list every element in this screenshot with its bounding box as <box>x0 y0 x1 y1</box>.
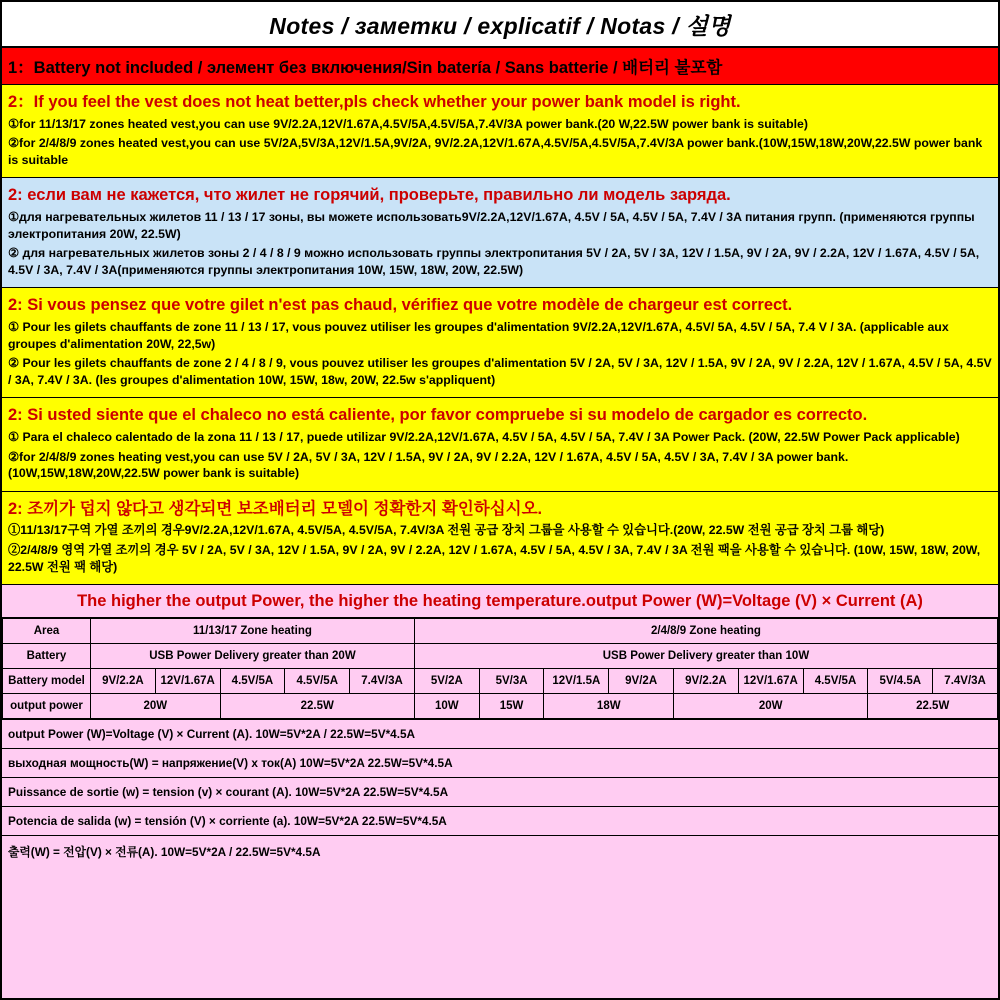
table-cell: 15W <box>479 693 544 718</box>
table-cell: 2/4/8/9 Zone heating <box>414 618 997 643</box>
table-cell: 12V/1.5A <box>544 668 609 693</box>
table-row-label: Battery <box>3 643 91 668</box>
table-cell: 5V/2A <box>414 668 479 693</box>
section-es-line-1: ① Para el chaleco calentado de la zona 11 / 13 / 17, puede utilizar 9V/2.2A,12V/1.67A, 4.5V / 5A, 4.5V / 5A, 7.4V / 3A Power Pack. (20W, 22.5W Power Pack applicable) <box>8 430 960 445</box>
table-row-label: Battery model <box>3 668 91 693</box>
section-es <box>2 398 998 491</box>
power-table-heading-wrap <box>2 585 998 618</box>
table-cell: 12V/1.67A <box>155 668 220 693</box>
section-ru <box>2 178 998 288</box>
table-row-label: output power <box>3 693 91 718</box>
section-en-line-2: ②for 2/4/8/9 zones heated vest,you can use 5V/2A,5V/3A,12V/1.5A,9V/2A, 9V/2.2A,12V/1.67A,4.5V/5A,4.5V/5A,7.4V/3A power bank.(10W,15W,18W,20W,22.5W power bank is suitable <box>8 136 983 167</box>
table-cell: 7.4V/3A <box>933 668 998 693</box>
battery-not-included-banner: 1：Battery not included / элемент без включения/Sin batería / Sans batterie / 배터리 불포함 <box>2 48 998 85</box>
formula-note-es: Potencia de salida (w) = tensión (V) × corriente (a). 10W=5V*2A 22.5W=5V*4.5A <box>2 806 998 835</box>
section-en-heading: 2：If you feel the vest does not heat better,pls check whether your power bank model is right. <box>8 93 741 111</box>
table-cell: 10W <box>414 693 479 718</box>
table-cell: 7.4V/3A <box>350 668 415 693</box>
table-cell: 20W <box>91 693 221 718</box>
table-cell: 22.5W <box>220 693 414 718</box>
section-es-line-2: ②for 2/4/8/9 zones heating vest,you can use 5V / 2A, 5V / 3A, 12V / 1.5A, 9V / 2A, 9V / 2.2A, 12V / 1.67A, 4.5V / 5A, 4.5V / 3A, 7.4V / 3A power bank.(10W,15W,18W,20W,22.5W power bank is suitable) <box>8 449 849 481</box>
table-cell: 4.5V/5A <box>220 668 285 693</box>
table-cell: 12V/1.67A <box>738 668 803 693</box>
section-ko-line-1: ①11/13/17구역 가열 조끼의 경우9V/2.2A,12V/1.67A, 4.5V/5A, 4.5V/5A, 7.4V/3A 전원 공급 장치 그룹을 사용할 수 있습니다.(20W, 22.5W 전원 공급 장치 그룹 해당) <box>8 523 885 538</box>
table-cell: USB Power Delivery greater than 10W <box>414 643 997 668</box>
section-es-heading: 2: Si usted siente que el chaleco no está caliente, por favor compruebe si su modelo de cargador es correcto. <box>8 406 868 425</box>
formula-note-ru: выходная мощность(W) = напряжение(V) x ток(A) 10W=5V*2A 22.5W=5V*4.5A <box>2 748 998 777</box>
section-ru-line-2: ② для нагревательных жилетов зоны 2 / 4 / 8 / 9 можно использовать группы электропитания 5V / 2A, 5V / 3A, 12V / 1.5A, 9V / 2A, 9V / 2.2A, 12V / 1.67A, 4.5V / 5A, 4.5V / 3A, 7.4V / 3A(применяются группы электропитания 10W, 15W, 18W, 20W, 22.5W) <box>8 246 980 277</box>
table-row-label: Area <box>3 618 91 643</box>
section-fr-heading: 2: Si vous pensez que votre gilet n'est pas chaud, vérifiez que votre modèle de chargeur est correct. <box>8 296 793 315</box>
bottom-filler <box>2 867 998 998</box>
table-cell: 4.5V/5A <box>803 668 868 693</box>
table-cell: 4.5V/5A <box>285 668 350 693</box>
table-cell: 18W <box>544 693 674 718</box>
table-cell: 5V/3A <box>479 668 544 693</box>
section-ru-heading: 2: если вам не кажется, что жилет не горячий, проверьте, правильно ли модель заряда. <box>8 186 731 205</box>
section-ko-heading: 2: 조끼가 덥지 않다고 생각되면 보조배터리 모델이 정확한지 확인하십시오. <box>8 499 543 518</box>
section-ru-line-1: ①для нагревательных жилетов 11 / 13 / 17 зоны, вы можете использовать9V/2.2A,12V/1.67A, 4.5V / 5A, 4.5V / 5A, 7.4V / 3A питания групп. (применяются группы электропитания 20W, 22.5W) <box>8 210 975 241</box>
table-cell: 5V/4.5A <box>868 668 933 693</box>
table-cell: 9V/2.2A <box>674 668 739 693</box>
page-title: Notes / заметки / explicatif / Notas / 설명 <box>2 2 998 48</box>
section-en-line-1: ①for 11/13/17 zones heated vest,you can use 9V/2.2A,12V/1.67A,4.5V/5A,4.5V/5A,7.4V/3A power bank.(20 W,22.5W power bank is suitable) <box>8 116 808 131</box>
formula-note-ko: 출력(W) = 전압(V) × 전류(A). 10W=5V*2A / 22.5W=5V*4.5A <box>2 835 998 867</box>
table-row <box>3 618 998 643</box>
table-cell: 9V/2.2A <box>91 668 156 693</box>
table-row <box>3 643 998 668</box>
section-en <box>2 85 998 178</box>
section-ko <box>2 492 998 585</box>
power-spec-table <box>2 618 998 719</box>
power-table-wrap <box>2 618 998 719</box>
formula-note-en: output Power (W)=Voltage (V) × Current (A). 10W=5V*2A / 22.5W=5V*4.5A <box>2 719 998 748</box>
section-fr-line-1: ① Pour les gilets chauffants de zone 11 / 13 / 17, vous pouvez utiliser les groupes d'alimentation 9V/2.2A,12V/1.67A, 4.5V/ 5A, 4.5V / 5A, 7.4 V / 3A. (applicable aux groupes d'alimentation 20W, 22,5w) <box>8 320 949 351</box>
section-fr-line-2: ② Pour les gilets chauffants de zone 2 / 4 / 8 / 9, vous pouvez utiliser les groupes d'alimentation 5V / 2A, 5V / 3A, 12V / 1.5A, 9V / 2A, 9V / 2.2A, 12V / 1.67A, 4.5V / 5A, 4.5V / 3A, 7.4V / 3A. (les groupes d'alimentation 10W, 15W, 18w, 20W, 22.5w s'appliquent) <box>8 356 992 387</box>
table-cell: 20W <box>674 693 868 718</box>
table-cell: 22.5W <box>868 693 998 718</box>
table-row <box>3 668 998 693</box>
table-cell: 11/13/17 Zone heating <box>91 618 415 643</box>
section-ko-line-2: ②2/4/8/9 영역 가열 조끼의 경우 5V / 2A, 5V / 3A, 12V / 1.5A, 9V / 2A, 9V / 2.2A, 12V / 1.67A, 4.5V / 5A, 4.5V / 3A, 7.4V / 3A 전원 팩을 사용할 수 있습니다. (10W, 15W, 18W, 20W, 22.5W 전원 팩 해당) <box>8 543 981 574</box>
section-fr <box>2 288 998 398</box>
formula-note-fr: Puissance de sortie (w) = tension (v) × courant (A). 10W=5V*2A 22.5W=5V*4.5A <box>2 777 998 806</box>
table-row <box>3 693 998 718</box>
power-table-heading: The higher the output Power, the higher the heating temperature.output Power (W)=Voltage (V) × Current (A) <box>77 592 923 611</box>
table-cell: USB Power Delivery greater than 20W <box>91 643 415 668</box>
table-cell: 9V/2A <box>609 668 674 693</box>
